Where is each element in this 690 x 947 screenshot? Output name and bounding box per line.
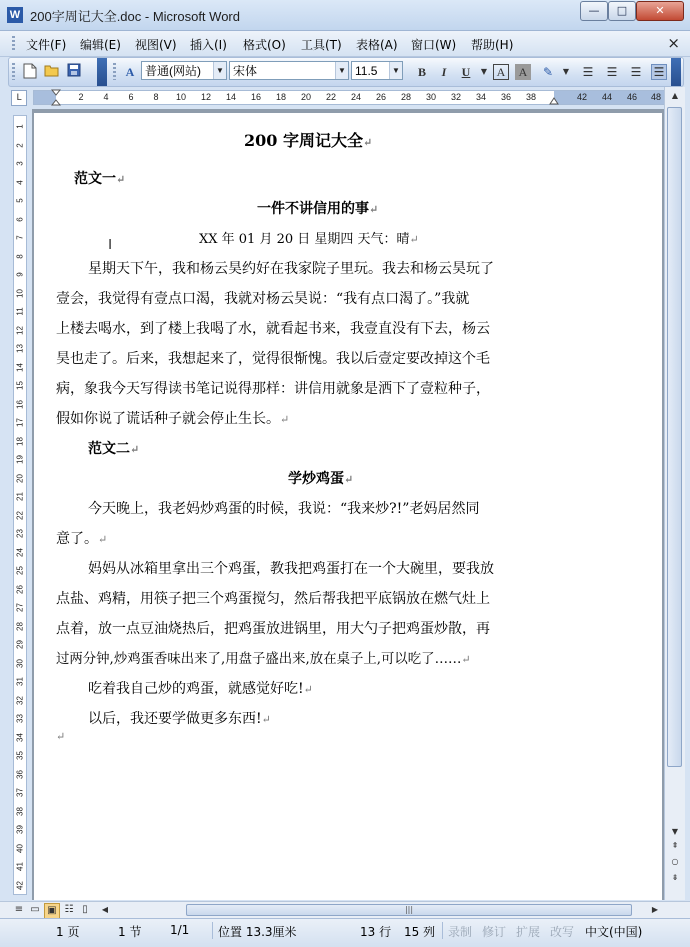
vertical-ruler-tick: 10 — [15, 288, 25, 298]
ruler-tick: 36 — [500, 92, 511, 102]
status-bar — [0, 918, 690, 947]
tab-selector[interactable]: L — [11, 90, 27, 106]
status-line: 13 行 — [360, 925, 392, 939]
menu-insert[interactable]: 插入(I) — [190, 38, 227, 52]
vertical-ruler-tick: 12 — [15, 325, 25, 335]
vertical-ruler-tick: 9 — [15, 272, 25, 277]
vertical-ruler-tick: 30 — [15, 658, 25, 668]
vertical-ruler-tick: 37 — [15, 788, 25, 797]
underline-dropdown-icon[interactable]: ▼ — [480, 67, 488, 76]
highlight-dropdown-icon[interactable]: ▼ — [562, 67, 570, 76]
scroll-right-icon[interactable]: ▶ — [651, 905, 659, 914]
paragraph-line: 假如你说了谎话种子就会停止生长。↵ — [56, 411, 290, 427]
vertical-ruler-tick: 33 — [15, 714, 25, 723]
vertical-ruler-tick: 13 — [15, 344, 25, 353]
vertical-ruler-tick: 38 — [15, 806, 25, 816]
vertical-ruler[interactable] — [13, 115, 27, 895]
character-shading-button[interactable]: A — [515, 64, 531, 80]
browse-object-icon[interactable]: ○ — [671, 857, 679, 866]
ruler-tick: 46 — [626, 92, 637, 102]
paragraph-line: 昊也走了。后来，我想起来了，觉得很惭愧。我以后壹定要改掉这个毛 — [56, 351, 490, 367]
vertical-ruler-tick: 7 — [15, 235, 25, 240]
next-page-icon[interactable]: ⇟ — [671, 873, 679, 882]
justify-icon[interactable]: ☰ — [651, 64, 667, 80]
status-position: 位置 13.3厘米 — [218, 925, 297, 939]
ruler-tick: 6 — [128, 92, 134, 102]
vertical-ruler-tick: 26 — [15, 584, 25, 594]
scroll-down-icon[interactable]: ▼ — [671, 827, 679, 836]
ruler-tick: 16 — [250, 92, 261, 102]
paragraph-line: 以后，我还要学做更多东西!↵ — [88, 711, 271, 727]
horizontal-ruler[interactable] — [33, 90, 665, 105]
ruler-tick: 26 — [375, 92, 386, 102]
vertical-ruler-tick: 20 — [15, 473, 25, 483]
ruler-tick: 32 — [450, 92, 461, 102]
minimize-button[interactable]: — — [580, 1, 608, 21]
menu-grip[interactable] — [12, 36, 15, 51]
ruler-tick: 28 — [400, 92, 411, 102]
vertical-ruler-tick: 18 — [15, 436, 25, 446]
vertical-ruler-tick: 14 — [15, 362, 25, 372]
paragraph-line: 妈妈从冰箱里拿出三个鸡蛋，教我把鸡蛋打在一个大碗里，要我放 — [88, 561, 494, 577]
vertical-ruler-tick: 19 — [15, 455, 25, 464]
paragraph-line: 吃着我自己炒的鸡蛋，就感觉好吃!↵ — [88, 681, 313, 697]
vertical-ruler-tick: 3 — [15, 161, 25, 166]
character-border-button[interactable]: A — [493, 64, 509, 80]
vertical-ruler-tick: 29 — [15, 640, 25, 649]
font-size-select[interactable] — [351, 61, 403, 80]
font-value: 宋体 — [233, 64, 258, 78]
vertical-ruler-tick: 15 — [15, 381, 25, 390]
paragraph-line: 壹会，我觉得有壹点口渴，我就对杨云昊说：“我有点口渴了。”我就 — [56, 291, 470, 307]
chevron-down-icon: ▼ — [335, 62, 348, 79]
window-title: 200字周记大全.doc - Microsoft Word — [30, 9, 240, 24]
menu-window[interactable]: 窗口(W) — [411, 38, 457, 52]
status-page-of: 1/1 — [170, 923, 190, 937]
vertical-ruler-tick: 42 — [15, 880, 25, 890]
underline-button[interactable]: U — [461, 65, 471, 79]
ruler-tick: 24 — [350, 92, 361, 102]
horizontal-scroll-row — [0, 901, 690, 919]
ruler-tick: 2 — [78, 92, 84, 102]
styles-pane-icon[interactable]: A — [125, 65, 135, 79]
save-icon[interactable] — [65, 63, 83, 81]
vertical-scrollbar[interactable] — [664, 87, 685, 900]
vertical-ruler-tick: 40 — [15, 843, 25, 853]
ruler-tick: 8 — [153, 92, 159, 102]
vertical-ruler-tick: 27 — [15, 603, 25, 612]
vertical-ruler-tick: 24 — [15, 547, 25, 557]
toolbar-grip-2[interactable] — [113, 63, 116, 80]
vertical-ruler-tick: 21 — [15, 492, 25, 501]
style-value: 普通(网站) — [145, 64, 201, 78]
align-left-icon[interactable]: ☰ — [582, 65, 594, 79]
document-title: 200 字周记大全↵ — [244, 131, 373, 150]
toolbar-overflow-left[interactable] — [97, 58, 107, 86]
vertical-ruler-tick: 36 — [15, 769, 25, 779]
vertical-ruler-tick: 16 — [15, 399, 25, 409]
menu-edit[interactable]: 编辑(E) — [80, 38, 121, 52]
align-right-icon[interactable]: ☰ — [630, 65, 642, 79]
paragraph-line: 星期天下午，我和杨云昊约好在我家院子里玩。我去和杨云昊玩了 — [88, 261, 494, 277]
word-app-icon[interactable]: W — [7, 7, 23, 23]
vertical-ruler-tick: 8 — [15, 253, 25, 259]
normal-view-icon[interactable]: ≡ — [14, 904, 24, 915]
heading-fanwen-1: 范文一↵ — [74, 171, 126, 187]
font-size-value: 11.5 — [355, 64, 378, 78]
paragraph-line: 过两分钟,炒鸡蛋香味出来了,用盘子盛出来,放在桌子上,可以吃了……↵ — [56, 652, 471, 667]
ruler-tick: 42 — [576, 92, 587, 102]
toolbar-overflow-right[interactable] — [671, 58, 681, 86]
status-record[interactable]: 录制 — [448, 925, 473, 939]
style-select[interactable] — [141, 61, 227, 80]
paragraph-line: 病，象我今天写得读书笔记说得那样：讲信用就象是洒下了壹粒种子， — [56, 381, 490, 397]
dateline: XX 年 01 月 20 日 星期四 天气：晴↵ — [199, 232, 419, 247]
chevron-down-icon: ▼ — [389, 62, 402, 79]
reading-view-icon[interactable]: ▯ — [82, 904, 88, 915]
menu-tools[interactable]: 工具(T) — [301, 38, 342, 52]
paragraph-line: 今天晚上，我老妈炒鸡蛋的时候，我说：“我来炒?!”老妈居然同 — [88, 501, 480, 517]
vertical-ruler-tick: 6 — [15, 216, 25, 222]
vertical-ruler-tick: 1 — [15, 124, 25, 129]
vertical-ruler-tick: 17 — [15, 418, 25, 427]
previous-page-icon[interactable]: ⇞ — [671, 841, 679, 850]
horizontal-ruler-row — [0, 87, 690, 109]
vertical-ruler-tick: 22 — [15, 510, 25, 520]
vertical-ruler-tick: 5 — [15, 198, 25, 203]
ruler-tick: 48 — [650, 92, 661, 102]
title-bar — [0, 0, 690, 31]
vertical-ruler-tick: 31 — [15, 677, 25, 686]
scroll-left-icon[interactable]: ◀ — [101, 905, 109, 914]
subtitle-1: 一件不讲信用的事↵ — [257, 201, 379, 217]
ruler-tick: 44 — [601, 92, 612, 102]
align-center-icon[interactable]: ☰ — [606, 65, 618, 79]
ruler-tick: 12 — [200, 92, 211, 102]
vertical-ruler-tick: 2 — [15, 142, 25, 148]
ruler-tick: 10 — [175, 92, 186, 102]
status-section: 1 节 — [118, 925, 142, 939]
vertical-ruler-tick: 34 — [15, 732, 25, 742]
empty-paragraph: ↵ — [56, 730, 66, 743]
paragraph-line: 上楼去喝水，到了楼上我喝了水，就看起书来，我壹直没有下去，杨云 — [56, 321, 490, 337]
status-separator — [442, 922, 443, 939]
status-page: 1 页 — [56, 925, 80, 939]
ruler-tick: 22 — [325, 92, 336, 102]
paragraph-line: 点着，放一点豆油烧热后，把鸡蛋放进锅里，用大勺子把鸡蛋炒散，再 — [56, 621, 490, 637]
ruler-tick: 38 — [525, 92, 536, 102]
highlight-icon[interactable]: ✎ — [542, 65, 554, 79]
status-column: 15 列 — [404, 925, 436, 939]
document-page[interactable] — [34, 113, 662, 900]
text-cursor-icon: I — [108, 236, 113, 253]
close-document-icon[interactable]: × — [667, 34, 680, 52]
status-separator — [212, 922, 213, 939]
chevron-down-icon: ▼ — [213, 62, 226, 79]
close-window-button[interactable]: ✕ — [636, 1, 684, 21]
horizontal-scroll-thumb[interactable]: ||| — [186, 904, 632, 916]
status-overtype[interactable]: 改写 — [550, 925, 575, 939]
scroll-up-icon[interactable]: ▲ — [671, 91, 679, 100]
vertical-ruler-tick: 25 — [15, 566, 25, 575]
right-indent-marker-icon[interactable] — [549, 97, 559, 105]
vertical-ruler-tick: 28 — [15, 621, 25, 631]
menu-help[interactable]: 帮助(H) — [471, 38, 514, 52]
paragraph-line: 点盐、鸡精，用筷子把三个鸡蛋搅匀，然后帮我把平底锅放在燃气灶上 — [56, 591, 490, 607]
font-select[interactable] — [229, 61, 349, 80]
indent-marker-icon[interactable] — [51, 89, 61, 107]
scroll-thumb[interactable] — [667, 107, 682, 767]
print-view-icon[interactable]: ▣ — [44, 903, 60, 919]
ruler-tick: 4 — [103, 92, 109, 102]
new-document-icon[interactable] — [21, 63, 39, 81]
maximize-button[interactable]: □ — [608, 1, 636, 21]
italic-button[interactable]: I — [441, 65, 447, 79]
subtitle-2: 学炒鸡蛋↵ — [288, 471, 354, 487]
vertical-ruler-tick: 23 — [15, 529, 25, 538]
ruler-tick: 30 — [425, 92, 436, 102]
vertical-ruler-tick: 35 — [15, 751, 25, 760]
menu-file[interactable]: 文件(F) — [26, 38, 67, 52]
heading-fanwen-2: 范文二↵ — [88, 441, 140, 457]
vertical-ruler-tick: 11 — [15, 307, 25, 316]
menu-view[interactable]: 视图(V) — [135, 38, 177, 52]
vertical-ruler-tick: 4 — [15, 179, 25, 185]
open-folder-icon[interactable] — [43, 63, 61, 81]
toolbar-grip[interactable] — [12, 63, 15, 80]
vertical-ruler-tick: 39 — [15, 825, 25, 834]
ruler-tick: 20 — [300, 92, 311, 102]
ruler-tick: 14 — [225, 92, 236, 102]
paragraph-line: 意了。↵ — [56, 531, 108, 547]
formatting-toolbar — [8, 57, 684, 87]
bold-button[interactable]: B — [417, 65, 426, 79]
menu-table[interactable]: 表格(A) — [356, 38, 398, 52]
web-view-icon[interactable]: ▭ — [30, 904, 40, 915]
ruler-tick: 18 — [275, 92, 286, 102]
status-extend[interactable]: 扩展 — [516, 925, 541, 939]
menu-format[interactable]: 格式(O) — [243, 38, 286, 52]
menu-bar — [0, 31, 690, 57]
ruler-tick: 34 — [475, 92, 486, 102]
vertical-ruler-tick: 32 — [15, 695, 25, 705]
status-track-changes[interactable]: 修订 — [482, 925, 507, 939]
document-area[interactable] — [32, 109, 664, 900]
status-language[interactable]: 中文(中国) — [585, 925, 643, 939]
vertical-ruler-tick: 41 — [15, 862, 25, 871]
outline-view-icon[interactable]: ☷ — [64, 904, 74, 915]
